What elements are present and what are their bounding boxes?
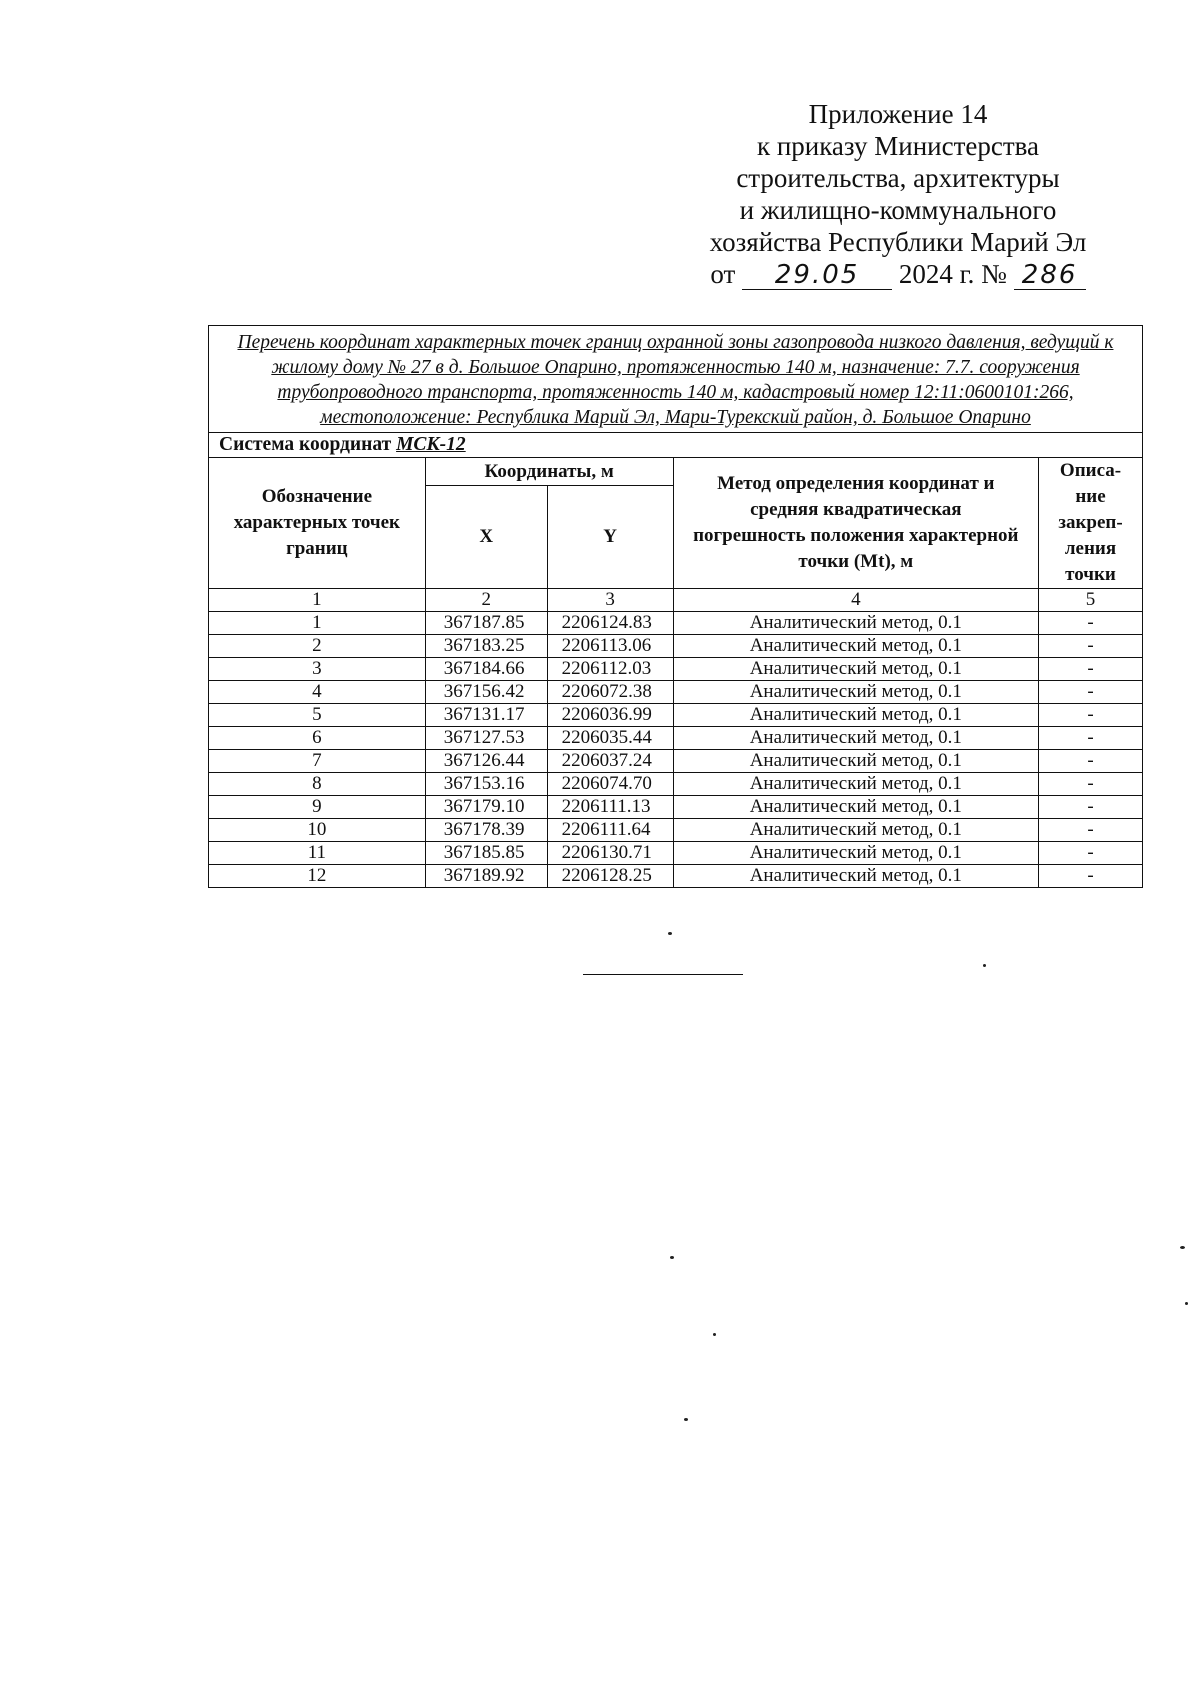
x-coordinate-cell: 367178.39 <box>425 819 547 842</box>
point-cell: 3 <box>209 658 426 681</box>
x-coordinate-cell: 367185.85 <box>425 842 547 865</box>
coordinate-system-row <box>209 433 1143 458</box>
method-cell: Аналитический метод, 0.1 <box>673 796 1038 819</box>
x-coordinate-cell: 367153.16 <box>425 773 547 796</box>
table-row <box>209 750 1143 773</box>
year-and-number-label: 2024 г. № <box>898 259 1007 289</box>
point-cell: 11 <box>209 842 426 865</box>
table-row <box>209 727 1143 750</box>
y-coordinate-cell: 2206128.25 <box>547 865 673 888</box>
scan-speck <box>668 932 672 935</box>
date-prefix: от <box>710 259 736 289</box>
table-row <box>209 796 1143 819</box>
order-date-line <box>688 258 1108 290</box>
description-cell: - <box>1039 750 1143 773</box>
x-coordinate-cell: 367127.53 <box>425 727 547 750</box>
y-coordinate-cell: 2206112.03 <box>547 658 673 681</box>
method-cell: Аналитический метод, 0.1 <box>673 635 1038 658</box>
table-body <box>209 612 1143 888</box>
scan-speck <box>1185 1302 1188 1305</box>
y-coordinate-cell: 2206111.64 <box>547 819 673 842</box>
point-cell: 12 <box>209 865 426 888</box>
point-cell: 10 <box>209 819 426 842</box>
column-number: 1 <box>209 589 426 612</box>
method-cell: Аналитический метод, 0.1 <box>673 842 1038 865</box>
ministry-line-2: и жилищно-коммунального <box>739 195 1057 225</box>
coordinate-system-label: Система координат <box>219 434 392 455</box>
description-cell: - <box>1039 842 1143 865</box>
description-cell: - <box>1039 773 1143 796</box>
point-cell: 6 <box>209 727 426 750</box>
table-row <box>209 865 1143 888</box>
table-row <box>209 635 1143 658</box>
point-cell: 1 <box>209 612 426 635</box>
x-coordinate-cell: 367126.44 <box>425 750 547 773</box>
table-row <box>209 681 1143 704</box>
point-cell: 7 <box>209 750 426 773</box>
scan-speck <box>670 1256 674 1259</box>
description-cell: - <box>1039 612 1143 635</box>
table-row <box>209 819 1143 842</box>
table-row <box>209 704 1143 727</box>
description-cell: - <box>1039 796 1143 819</box>
header-method: Метод определения координат и средняя квадратическая погрешность положения характерной точки (Mt), м <box>673 458 1038 589</box>
method-cell: Аналитический метод, 0.1 <box>673 819 1038 842</box>
y-coordinate-cell: 2206072.38 <box>547 681 673 704</box>
table-row <box>209 658 1143 681</box>
point-cell: 5 <box>209 704 426 727</box>
y-coordinate-cell: 2206124.83 <box>547 612 673 635</box>
handwritten-order-number: 286 <box>1014 261 1086 290</box>
method-cell: Аналитический метод, 0.1 <box>673 681 1038 704</box>
column-number-row <box>209 589 1143 612</box>
header-description: Описа-ние закреп-ления точки <box>1039 458 1143 589</box>
point-cell: 8 <box>209 773 426 796</box>
x-coordinate-cell: 367183.25 <box>425 635 547 658</box>
end-of-document-line <box>583 974 743 975</box>
point-cell: 2 <box>209 635 426 658</box>
y-coordinate-cell: 2206035.44 <box>547 727 673 750</box>
method-cell: Аналитический метод, 0.1 <box>673 658 1038 681</box>
description-cell: - <box>1039 681 1143 704</box>
scan-speck <box>983 964 986 967</box>
coordinates-table <box>208 325 1143 888</box>
description-cell: - <box>1039 865 1143 888</box>
ministry-line-1: строительства, архитектуры <box>736 163 1060 193</box>
method-cell: Аналитический метод, 0.1 <box>673 750 1038 773</box>
method-cell: Аналитический метод, 0.1 <box>673 612 1038 635</box>
table-row <box>209 773 1143 796</box>
column-number: 5 <box>1039 589 1143 612</box>
method-cell: Аналитический метод, 0.1 <box>673 773 1038 796</box>
x-coordinate-cell: 367179.10 <box>425 796 547 819</box>
method-cell: Аналитический метод, 0.1 <box>673 727 1038 750</box>
point-cell: 9 <box>209 796 426 819</box>
scan-speck <box>1180 1246 1185 1249</box>
appendix-title: Приложение 14 <box>808 99 988 129</box>
scan-speck <box>713 1333 716 1336</box>
order-reference-line: к приказу Министерства <box>756 131 1040 161</box>
appendix-header <box>688 98 1108 290</box>
x-coordinate-cell: 367131.17 <box>425 704 547 727</box>
x-coordinate-cell: 367156.42 <box>425 681 547 704</box>
coordinate-system-value: МСК-12 <box>396 434 466 455</box>
column-number: 2 <box>425 589 547 612</box>
header-point: Обозначение характерных точек границ <box>209 458 426 589</box>
header-coordinates: Координаты, м <box>425 458 673 486</box>
scan-speck <box>684 1418 688 1421</box>
description-cell: - <box>1039 727 1143 750</box>
y-coordinate-cell: 2206113.06 <box>547 635 673 658</box>
description-cell: - <box>1039 819 1143 842</box>
x-coordinate-cell: 367184.66 <box>425 658 547 681</box>
y-coordinate-cell: 2206037.24 <box>547 750 673 773</box>
header-y: Y <box>547 486 673 589</box>
table-row <box>209 842 1143 865</box>
x-coordinate-cell: 367189.92 <box>425 865 547 888</box>
y-coordinate-cell: 2206111.13 <box>547 796 673 819</box>
column-number: 3 <box>547 589 673 612</box>
method-cell: Аналитический метод, 0.1 <box>673 865 1038 888</box>
x-coordinate-cell: 367187.85 <box>425 612 547 635</box>
point-cell: 4 <box>209 681 426 704</box>
description-cell: - <box>1039 635 1143 658</box>
column-number: 4 <box>673 589 1038 612</box>
ministry-line-3: хозяйства Республики Марий Эл <box>709 227 1087 257</box>
table-row <box>209 612 1143 635</box>
table-title: Перечень координат характерных точек границ охранной зоны газопровода низкого давления, ведущий к жилому дому № 27 в д. Большое Опарино, протяженностью 140 м, назначение: 7.7. сооружения трубопроводного транспорта, протяженность 140 м, кадастровый номер 12:11:0600101:266, местоположение: Республика Марий Эл, Мари-Турекский район, д. Большое Опарино <box>209 326 1143 433</box>
description-cell: - <box>1039 658 1143 681</box>
y-coordinate-cell: 2206036.99 <box>547 704 673 727</box>
method-cell: Аналитический метод, 0.1 <box>673 704 1038 727</box>
y-coordinate-cell: 2206074.70 <box>547 773 673 796</box>
y-coordinate-cell: 2206130.71 <box>547 842 673 865</box>
description-cell: - <box>1039 704 1143 727</box>
header-x: X <box>425 486 547 589</box>
handwritten-date: 29.05 <box>742 261 892 290</box>
